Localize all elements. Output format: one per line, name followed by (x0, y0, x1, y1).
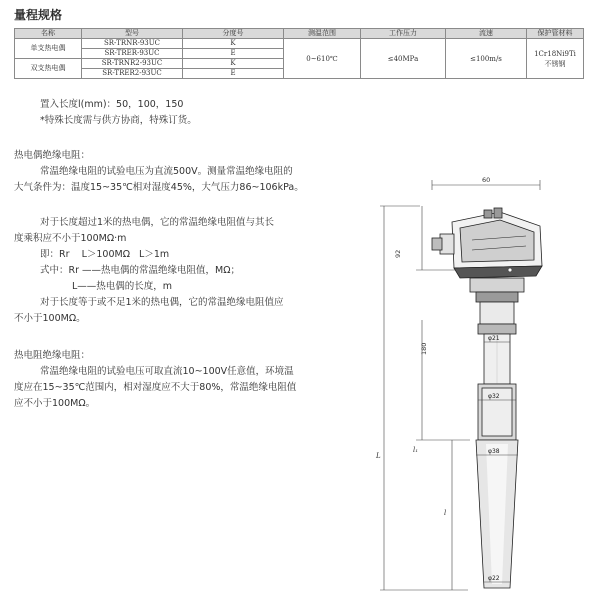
dim-L-label: L (376, 452, 381, 460)
cell-model: SR-TRER-93UC (82, 49, 183, 59)
insert-length-note: 置入长度l(mm)：50，100，150 (40, 99, 184, 110)
dia-38-label: φ38 (488, 448, 500, 455)
cell-model: SR-TRER2-93UC (82, 69, 183, 79)
cell-graduation: K (183, 59, 284, 69)
table-row (15, 39, 584, 49)
col-header-range: 测温范围 (284, 29, 361, 39)
tc-text: L——热电偶的长度，m (72, 281, 173, 292)
cell-name: 双支热电偶 (15, 59, 82, 79)
col-header-pressure: 工作压力 (361, 29, 446, 39)
col-header-material: 保护管材料 (527, 29, 584, 39)
cell-flow: ≤100m/s (446, 39, 527, 79)
dim-width-label: 60 (482, 176, 491, 184)
tc-text: 大气条件为：温度15~35℃相对湿度45%，大气压力86~106kPa。 (14, 182, 304, 193)
tc-text: 度乘积应不小于100MΩ·m (14, 233, 127, 244)
tc-text: 式中：Rr ——热电偶的常温绝缘电阻值，MΩ； (40, 265, 240, 276)
rtd-section-title: 热电阻绝缘电阻： (14, 350, 91, 361)
cell-range: 0~610℃ (284, 39, 361, 79)
special-length-note: *特殊长度需与供方协商，特殊订货。 (40, 115, 197, 126)
dim-l-label: l (444, 509, 447, 517)
neck-fitting (470, 278, 524, 334)
cell-graduation: E (183, 69, 284, 79)
material-line-2: 不锈钢 (544, 59, 566, 68)
dia-32-label: φ32 (488, 393, 500, 400)
rtd-text: 度应在15~35℃范围内，相对湿度应不大于80%，常温绝缘电阻值 (14, 382, 297, 393)
thermocouple-drawing (360, 170, 600, 595)
dim-180-label: 180 (420, 342, 428, 355)
rtd-text: 应不小于100MΩ。 (14, 398, 96, 409)
page-title: 量程规格 (14, 8, 63, 22)
rtd-text: 常温绝缘电阻的试验电压可取直流10~100V任意值，环境温 (40, 366, 294, 377)
dim-height-label: 92 (394, 249, 402, 258)
tc-text: 常温绝缘电阻的试验电压为直流500V。测量常温绝缘电阻的 (40, 166, 293, 177)
tc-text: 对于长度等于或不足1米的热电偶，它的常温绝缘电阻值应 (40, 297, 284, 308)
cell-pressure: ≤40MPa (361, 39, 446, 79)
dia-21-label: φ21 (488, 335, 500, 342)
dia-22-label: φ22 (488, 575, 500, 582)
table-header-row (15, 29, 584, 39)
cell-graduation: K (183, 39, 284, 49)
tc-text: 不小于100MΩ。 (14, 313, 86, 324)
spec-table (14, 28, 584, 79)
col-header-name: 名称 (15, 29, 82, 39)
col-header-graduation: 分度号 (183, 29, 284, 39)
col-header-flow: 流速 (446, 29, 527, 39)
dim-l1-label: l₁ (413, 446, 419, 454)
tc-text: 对于长度超过1米的热电偶，它的常温绝缘电阻值与其长 (40, 217, 275, 228)
col-header-model: 型号 (82, 29, 183, 39)
tc-formula: 即：Rr L＞100MΩ L＞1m (40, 249, 170, 260)
cell-model: SR-TRNR-93UC (82, 39, 183, 49)
material-line-1: 1Cr18Ni9Ti (534, 49, 576, 58)
protection-tube (476, 440, 518, 588)
cell-graduation: E (183, 49, 284, 59)
cell-material (527, 39, 584, 79)
cell-model: SR-TRNR2-93UC (82, 59, 183, 69)
cell-name: 单支热电偶 (15, 39, 82, 59)
junction-head (432, 208, 542, 278)
tc-section-title: 热电偶绝缘电阻： (14, 150, 91, 161)
